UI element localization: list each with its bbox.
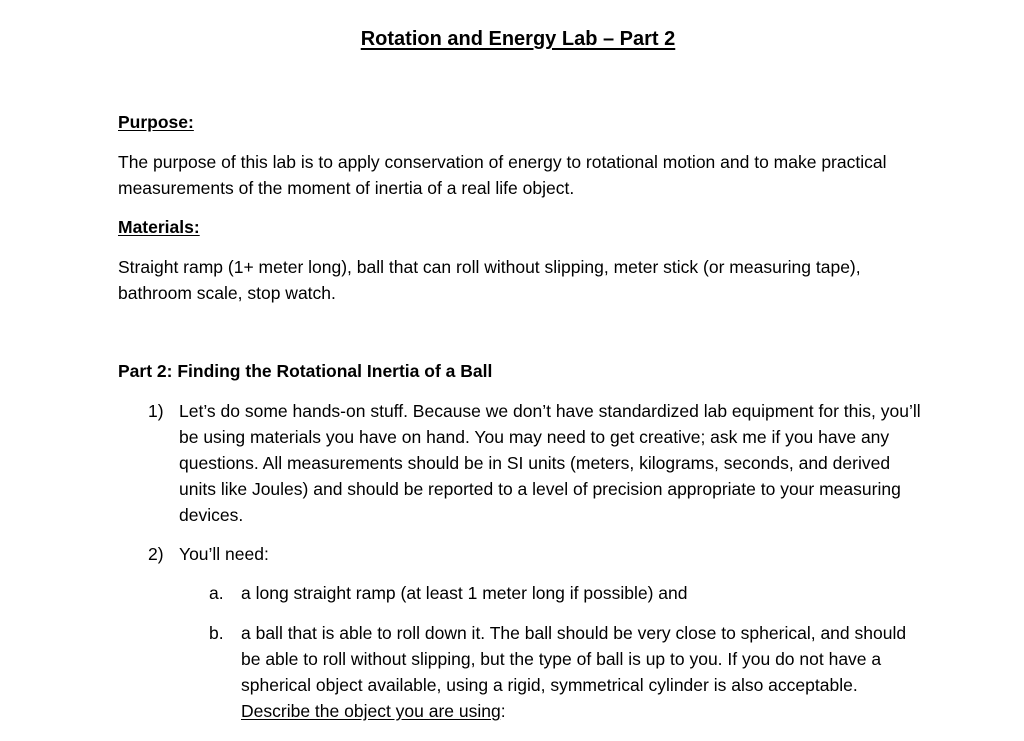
- list-marker: 2): [148, 544, 164, 564]
- sub-item-text: a ball that is able to roll down it. The ball should be very close to spherical, and should be able to roll without slipping, but the type of ball is up to you. If you do not have a spherical object available, using a rigid, symmetrical cylinder is also acceptable.: [241, 623, 907, 695]
- part2-heading: Part 2: Finding the Rotational Inertia of a Ball: [118, 361, 493, 381]
- list-item-2: [148, 541, 928, 567]
- sub-item-b: [209, 620, 929, 724]
- sub-marker: a.: [209, 583, 224, 603]
- purpose-heading: Purpose:: [118, 112, 194, 132]
- sub-marker: b.: [209, 623, 224, 643]
- sub-item-text: a long straight ramp (at least 1 meter long if possible) and: [241, 583, 688, 603]
- sub-item-text-container: [241, 620, 929, 724]
- list-marker: 1): [148, 401, 164, 421]
- sub-item-trailing: :: [500, 701, 506, 721]
- list-item-text: Let’s do some hands-on stuff. Because we don’t have standardized lab equipment for this, you’ll be using materials you have on hand. You may need to get creative; ask me if you have any questions. All measurements should be in SI units (meters, kilograms, seconds, and derived units like Joules) and should be reported to a level of precision appropriate to your measuring devices.: [179, 401, 921, 525]
- purpose-text: The purpose of this lab is to apply conservation of energy to rotational motion and to make practical measurements of the moment of inertia of a real life object.: [118, 152, 887, 198]
- materials-heading: Materials:: [118, 217, 200, 237]
- describe-object-prompt: Describe the object you are using: [241, 701, 501, 721]
- page-title: Rotation and Energy Lab – Part 2: [360, 28, 676, 50]
- sub-item-a: [209, 580, 929, 606]
- materials-text: Straight ramp (1+ meter long), ball that can roll without slipping, meter stick (or measuring tape), bathroom scale, stop watch.: [118, 257, 861, 303]
- list-item-text: You’ll need:: [179, 544, 269, 564]
- list-item-1: [148, 398, 928, 528]
